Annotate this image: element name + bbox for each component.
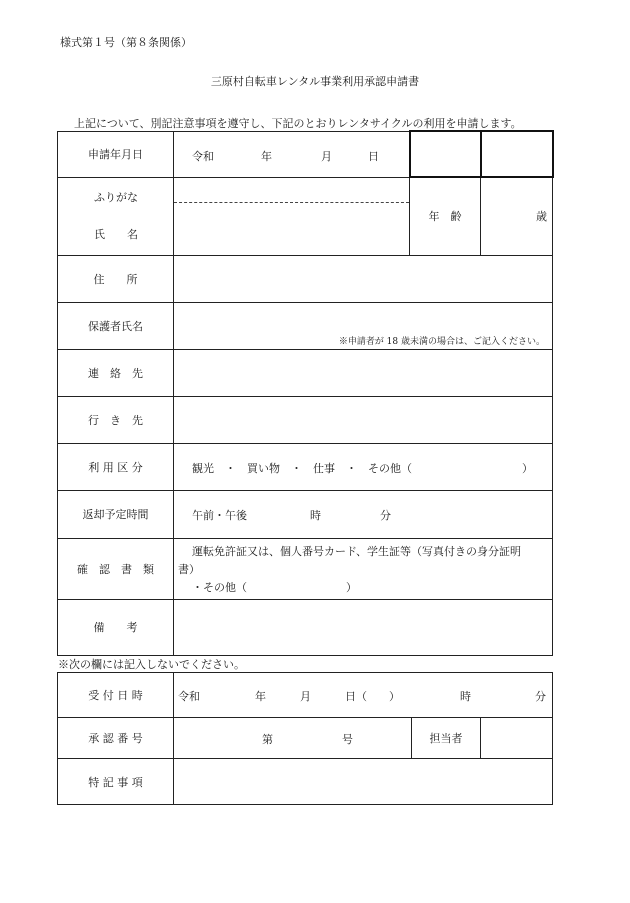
label-staff: 担当者 <box>412 718 481 759</box>
label-address: 住 所 <box>58 255 174 302</box>
intro-text: 上記について、別記注意事項を遵守し、下記のとおりレンタサイクルの利用を申請します。 <box>74 117 522 130</box>
purpose-options: 観光 ・ 買い物 ・ 仕事 ・ その他（ ） <box>192 461 533 475</box>
received-year: 年 <box>255 690 266 703</box>
row-special <box>58 759 553 805</box>
row-address <box>58 255 553 302</box>
received-field <box>174 673 553 718</box>
approval-dai: 第 <box>262 733 273 746</box>
id-docs-field[interactable] <box>174 538 553 599</box>
received-hour: 時 <box>460 690 471 703</box>
label-received: 受 付 日 時 <box>58 673 174 718</box>
id-docs-line-1: 運転免許証又は、個人番号カード、学生証等（写真付きの身分証明 <box>192 544 522 558</box>
row-contact <box>58 349 553 396</box>
application-table <box>57 130 554 656</box>
return-time-field[interactable] <box>174 490 553 538</box>
date-month: 月 <box>321 149 332 163</box>
label-id-docs: 確 認 書 類 <box>58 538 174 599</box>
label-special: 特 記 事 項 <box>58 759 174 805</box>
name-label: 氏 名 <box>94 227 138 241</box>
row-received <box>58 673 553 718</box>
label-remarks: 備 考 <box>58 599 174 655</box>
form-number-label: 様式第１号（第８条関係） <box>60 36 192 49</box>
destination-field[interactable] <box>174 396 553 443</box>
age-box-1[interactable] <box>410 131 481 177</box>
row-id-docs <box>58 538 553 599</box>
purpose-field[interactable] <box>174 443 553 490</box>
staff-field <box>481 718 553 759</box>
furigana-label: ふりがな <box>94 190 138 204</box>
label-application-date: 申請年月日 <box>58 131 174 177</box>
id-docs-line-3: ・その他（ ） <box>192 580 357 594</box>
approval-go: 号 <box>342 733 353 746</box>
furigana-divider <box>174 202 409 203</box>
label-guardian: 保護者氏名 <box>58 302 174 349</box>
id-docs-line-2: 書） <box>178 562 200 576</box>
received-month: 月 <box>300 690 311 703</box>
return-ampm: 午前・午後 <box>192 508 247 522</box>
address-field[interactable] <box>174 255 553 302</box>
remarks-field[interactable] <box>174 599 553 655</box>
age-box-2[interactable] <box>481 131 553 177</box>
received-minute: 分 <box>535 690 546 703</box>
received-era: 令和 <box>178 690 200 703</box>
page-title: 三原村自転車レンタル事業利用承認申請書 <box>210 75 420 88</box>
special-field <box>174 759 553 805</box>
office-table <box>57 672 553 805</box>
row-remarks <box>58 599 553 655</box>
row-guardian <box>58 302 553 349</box>
row-name <box>58 177 553 255</box>
label-contact: 連 絡 先 <box>58 349 174 396</box>
row-application-date <box>58 131 553 177</box>
row-approval <box>58 718 553 759</box>
label-purpose: 利 用 区 分 <box>58 443 174 490</box>
name-label-cell <box>58 177 174 255</box>
guardian-note: ※申請者が 18 歳未満の場合は、ご記入ください。 <box>338 336 545 347</box>
date-year: 年 <box>261 149 272 163</box>
row-purpose <box>58 443 553 490</box>
contact-field[interactable] <box>174 349 553 396</box>
received-day: 日（ ） <box>345 690 400 703</box>
return-hour: 時 <box>310 508 321 522</box>
date-era: 令和 <box>192 149 214 163</box>
label-approval: 承 認 番 号 <box>58 718 174 759</box>
name-field[interactable] <box>174 177 410 255</box>
application-date-field[interactable] <box>174 131 410 177</box>
return-minute: 分 <box>380 508 391 522</box>
row-destination <box>58 396 553 443</box>
guardian-field[interactable] <box>174 302 553 349</box>
approval-number-field <box>174 718 412 759</box>
label-return-time: 返却予定時間 <box>58 490 174 538</box>
office-note: ※次の欄には記入しないでください。 <box>58 658 245 671</box>
date-day: 日 <box>368 149 379 163</box>
age-unit[interactable]: 歳 <box>481 177 553 255</box>
row-return-time <box>58 490 553 538</box>
age-label: 年 齢 <box>410 177 481 255</box>
label-destination: 行 き 先 <box>58 396 174 443</box>
